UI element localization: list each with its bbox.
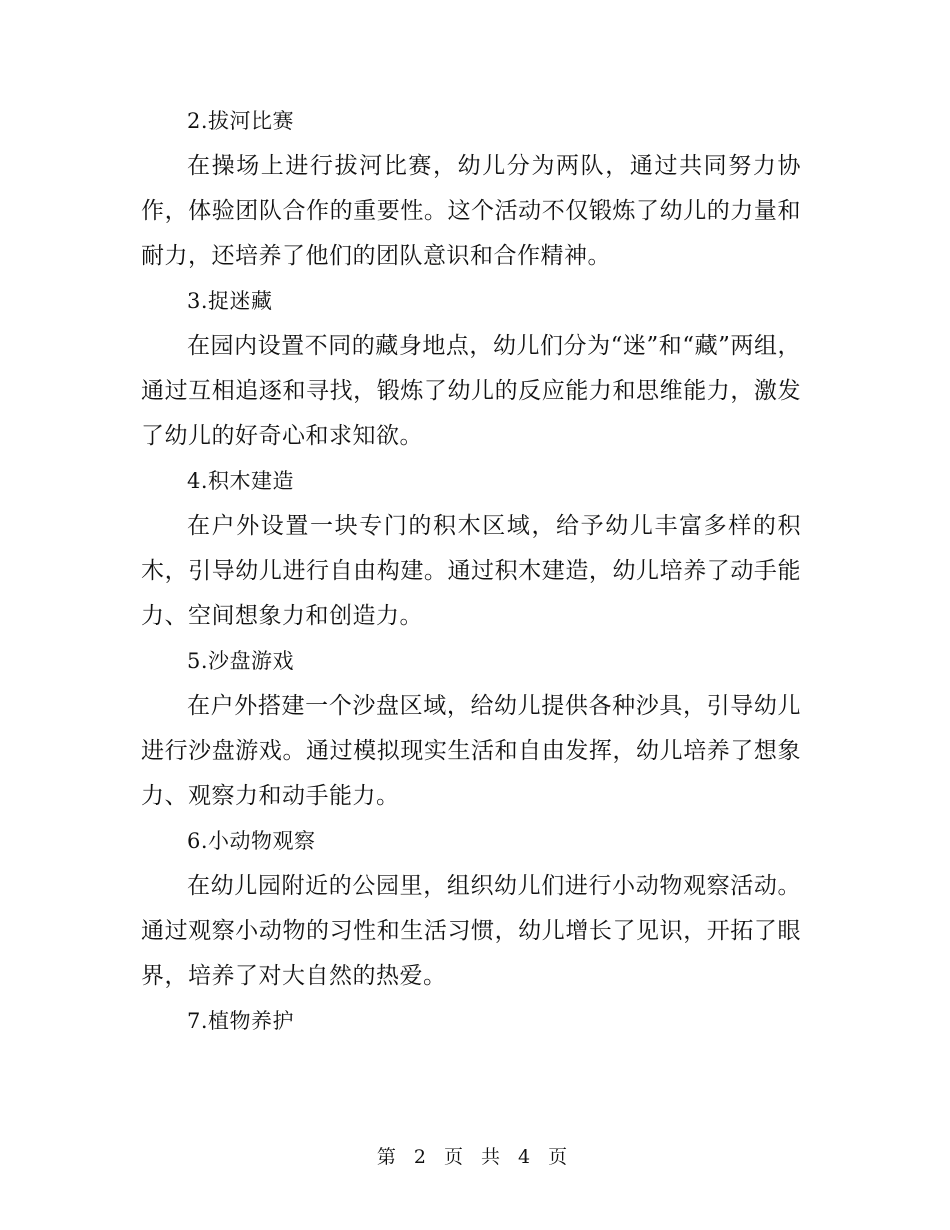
section-body-hide-and-seek: 在园内设置不同的藏身地点，幼儿们分为“迷”和“藏”两组，通过互相追逐和寻找，锻炼了幼儿的反应能力和思维能力，激发了幼儿的好奇心和求知欲。: [141, 333, 801, 449]
section-body-sand-play: 在户外搭建一个沙盘区域，给幼儿提供各种沙具，引导幼儿进行沙盘游戏。通过模拟现实生活和自由发挥，幼儿培养了想象力、观察力和动手能力。: [141, 693, 801, 809]
section-heading-block-building: 4.积木建造: [187, 469, 295, 493]
page-number-footer: 第 2 页 共 4 页: [376, 1146, 574, 1168]
section-body-animal-observation: 在幼儿园附近的公园里，组织幼儿们进行小动物观察活动。通过观察小动物的习性和生活习惯，幼儿增长了见识，开拓了眼界，培养了对大自然的热爱。: [141, 873, 801, 989]
section-heading-tug-of-war: 2.拔河比赛: [187, 109, 295, 133]
section-heading-animal-observation: 6.小动物观察: [187, 829, 316, 853]
section-heading-sand-play: 5.沙盘游戏: [187, 649, 295, 673]
section-heading-hide-and-seek: 3.捉迷藏: [187, 289, 273, 313]
page-content: [141, 99, 801, 1044]
section-heading-plant-care: 7.植物养护: [187, 1009, 295, 1033]
section-body-block-building: 在户外设置一块专门的积木区域，给予幼儿丰富多样的积木，引导幼儿进行自由构建。通过积木建造，幼儿培养了动手能力、空间想象力和创造力。: [141, 513, 801, 629]
section-body-tug-of-war: 在操场上进行拔河比赛，幼儿分为两队，通过共同努力协作，体验团队合作的重要性。这个活动不仅锻炼了幼儿的力量和耐力，还培养了他们的团队意识和合作精神。: [141, 153, 801, 269]
